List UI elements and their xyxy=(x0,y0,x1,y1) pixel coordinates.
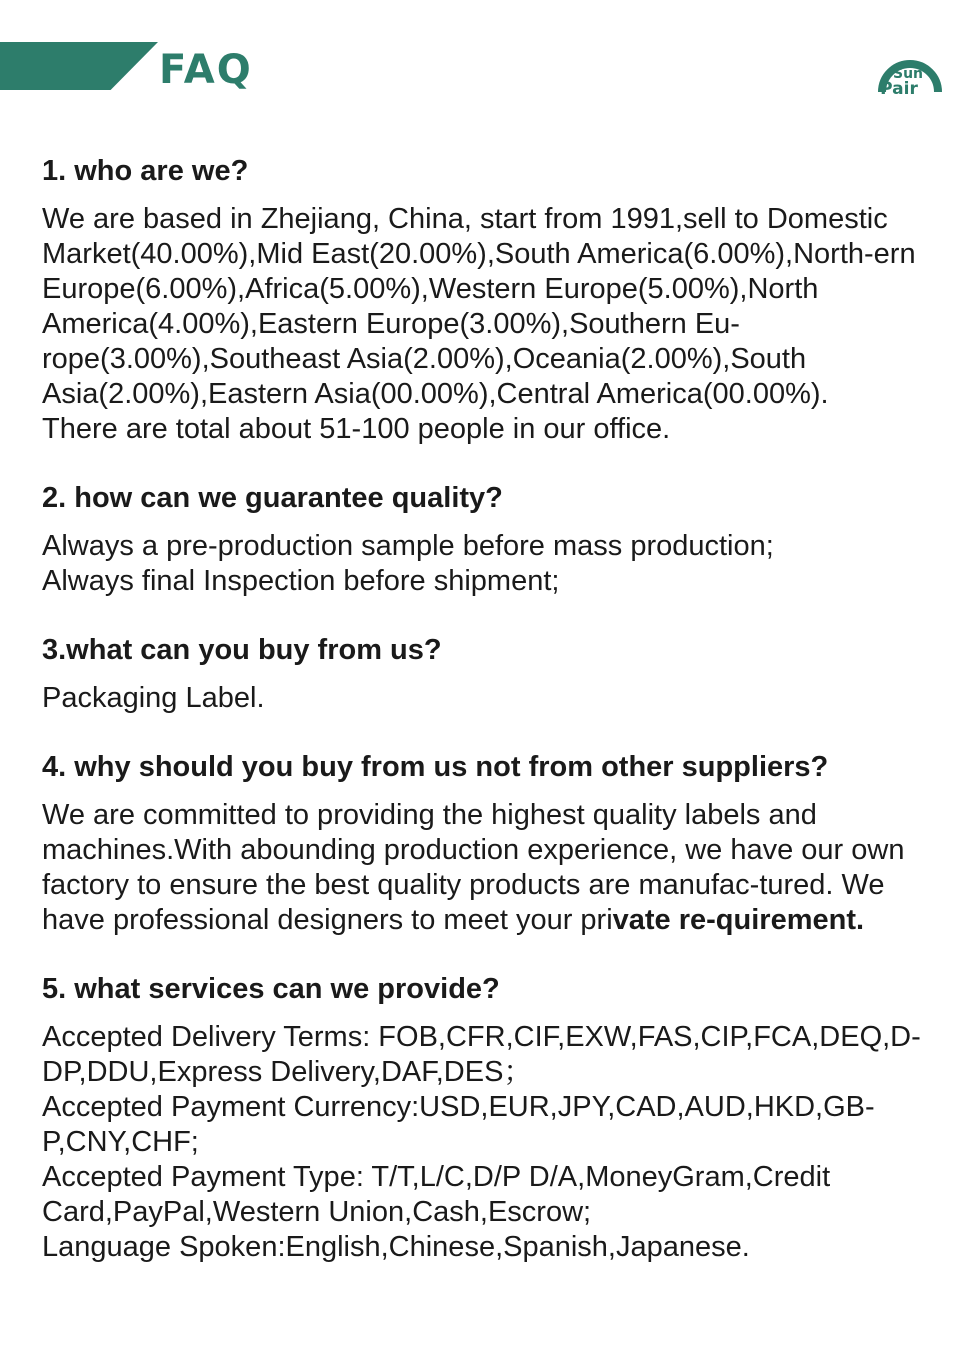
faq-answer xyxy=(42,1020,932,1265)
faq-answer xyxy=(42,681,932,716)
page-title: FAQ xyxy=(159,47,253,93)
faq-question: 3.what can you buy from us? xyxy=(42,634,442,666)
faq-item xyxy=(42,631,932,716)
answer-line: Accepted Delivery Terms: FOB,CFR,CIF,EXW,FAS,CIP,FCA,DEQ,D-DP,DDU,Express Delivery,DAF,DES； xyxy=(42,1021,921,1088)
faq-question: 2. how can we guarantee quality? xyxy=(42,482,503,514)
answer-line: Always a pre-production sample before mass production; xyxy=(42,530,774,562)
faq-question: 4. why should you buy from us not from other suppliers? xyxy=(42,751,829,783)
faq-item xyxy=(42,479,932,599)
logo-text-bottom: Pair xyxy=(880,79,918,98)
answer-line: Packaging Label. xyxy=(42,682,265,714)
answer-line: Accepted Payment Currency:USD,EUR,JPY,CAD,AUD,HKD,GB-P,CNY,CHF; xyxy=(42,1091,875,1158)
logo-text-top: Sun xyxy=(892,66,924,82)
faq-answer xyxy=(42,202,932,447)
faq-content xyxy=(42,152,932,1297)
answer-text: We are committed to providing the highest quality labels and machines.With abounding production experience, we have our own factory to ensure the best quality products are manufac-tured. We have professional designers to meet your pri xyxy=(42,799,905,936)
faq-answer xyxy=(42,798,932,938)
answer-line: We are based in Zhejiang, China, start from 1991,sell to Domestic Market(40.00%),Mid East(20.00%),South America(6.00%),North-ern Europe(6.00%),Africa(5.00%),Western Europe(5.00%),North America(4.00%),Eastern Europe(3.00%),Southern Eu-rope(3.00%),Southeast Asia(2.00%),Oceania(2.00%),South Asia(2.00%),Eastern Asia(00.00%),Central America(00.00%). xyxy=(42,203,916,410)
header-banner xyxy=(0,42,158,90)
answer-line: Accepted Payment Type: T/T,L/C,D/P D/A,MoneyGram,Credit Card,PayPal,Western Union,Cash,Escrow; xyxy=(42,1161,831,1228)
sunpair-logo xyxy=(874,42,942,98)
faq-question: 5. what services can we provide? xyxy=(42,973,500,1005)
faq-item xyxy=(42,152,932,447)
answer-line xyxy=(42,798,932,938)
answer-text-bold: vate re-quirement. xyxy=(612,904,865,936)
faq-answer xyxy=(42,529,932,599)
faq-question: 1. who are we? xyxy=(42,155,249,187)
logo-icon xyxy=(874,42,942,98)
faq-item xyxy=(42,970,932,1265)
answer-line: Always final Inspection before shipment; xyxy=(42,565,560,597)
answer-line: Language Spoken:English,Chinese,Spanish,Japanese. xyxy=(42,1231,750,1263)
answer-line: There are total about 51-100 people in our office. xyxy=(42,413,671,445)
faq-item xyxy=(42,748,932,938)
